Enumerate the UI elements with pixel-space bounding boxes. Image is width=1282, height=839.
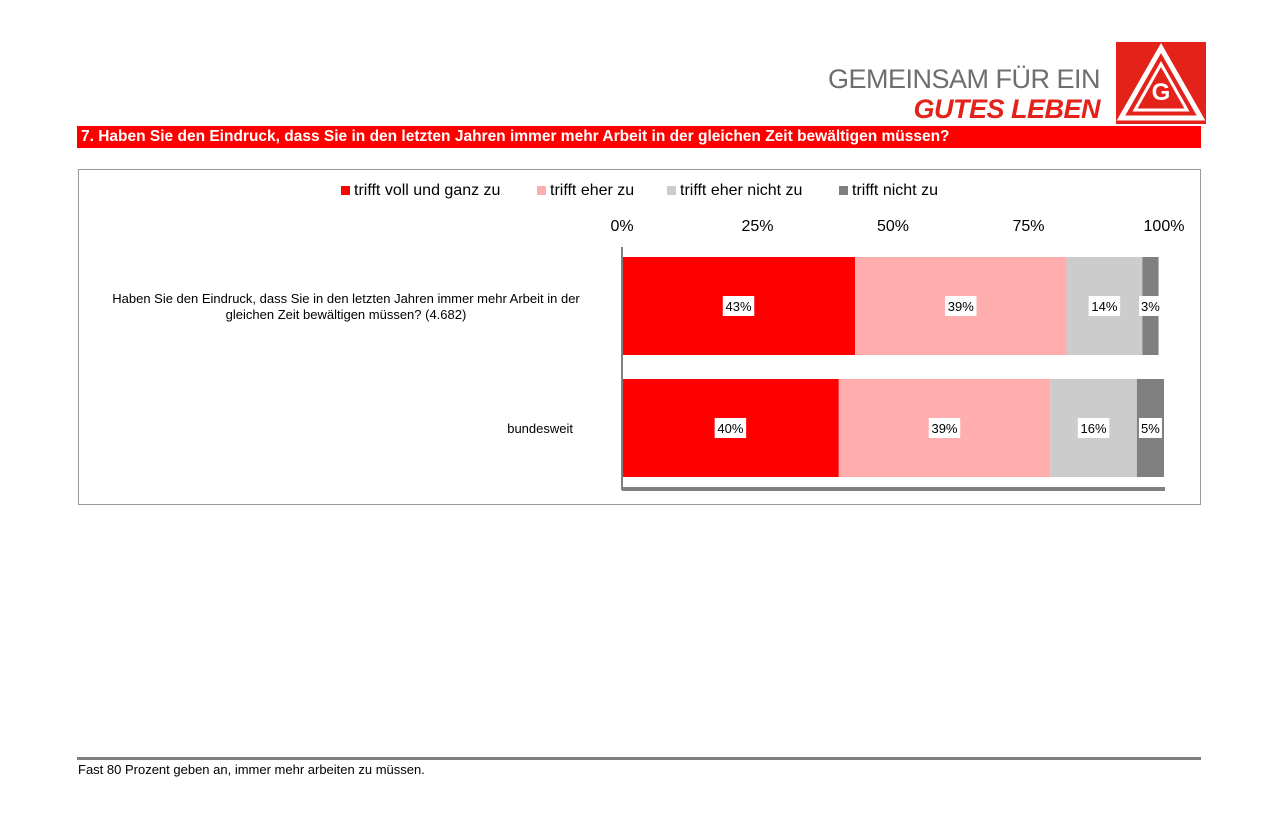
svg-text:G: G (1151, 79, 1171, 106)
legend-swatch-trifft-voll-und-ganz-zu (341, 186, 350, 195)
category-label: bundesweit (507, 421, 573, 436)
data-label: 14% (1091, 299, 1118, 314)
x-tick-label: 25% (741, 218, 774, 235)
x-tick-label: 0% (610, 218, 634, 235)
data-label: 43% (725, 299, 752, 314)
data-label: 40% (717, 421, 744, 436)
chart-frame (78, 169, 1201, 505)
x-tick-label: 75% (1012, 218, 1045, 235)
legend-label-trifft-eher-zu: trifft eher zu (550, 182, 635, 199)
data-label: 5% (1141, 421, 1160, 436)
legend-swatch-trifft-eher-nicht-zu (667, 186, 676, 195)
footer-divider (77, 757, 1201, 760)
igm-logo-icon (1116, 42, 1206, 124)
logo-line-2: GUTES LEBEN (913, 94, 1100, 124)
stacked-bar-chart (79, 170, 1200, 504)
logo-wordmark (820, 64, 1100, 124)
category-label: Haben Sie den Eindruck, dass Sie in den letzten Jahren immer mehr Arbeit in der gleichen Zeit bewältigen müssen? (4.682) (112, 291, 580, 322)
data-label: 39% (931, 421, 958, 436)
legend-label-trifft-voll-und-ganz-zu: trifft voll und ganz zu (354, 182, 501, 199)
footer-note: Fast 80 Prozent geben an, immer mehr arbeiten zu müssen. (78, 762, 425, 777)
legend-label-trifft-nicht-zu: trifft nicht zu (852, 182, 938, 199)
question-title: 7. Haben Sie den Eindruck, dass Sie in den letzten Jahren immer mehr Arbeit in der gleichen Zeit bewältigen müssen? (77, 126, 1201, 148)
x-tick-label: 50% (876, 218, 910, 235)
legend-swatch-trifft-nicht-zu (839, 186, 848, 195)
data-label: 39% (947, 299, 974, 314)
legend-label-trifft-eher-nicht-zu: trifft eher nicht zu (680, 182, 803, 199)
data-label: 3% (1141, 299, 1160, 314)
x-tick-label: 100% (1143, 218, 1185, 235)
data-label: 16% (1080, 421, 1107, 436)
logo-line-1: GEMEINSAM FÜR EIN (827, 64, 1100, 94)
legend-swatch-trifft-eher-zu (537, 186, 546, 195)
